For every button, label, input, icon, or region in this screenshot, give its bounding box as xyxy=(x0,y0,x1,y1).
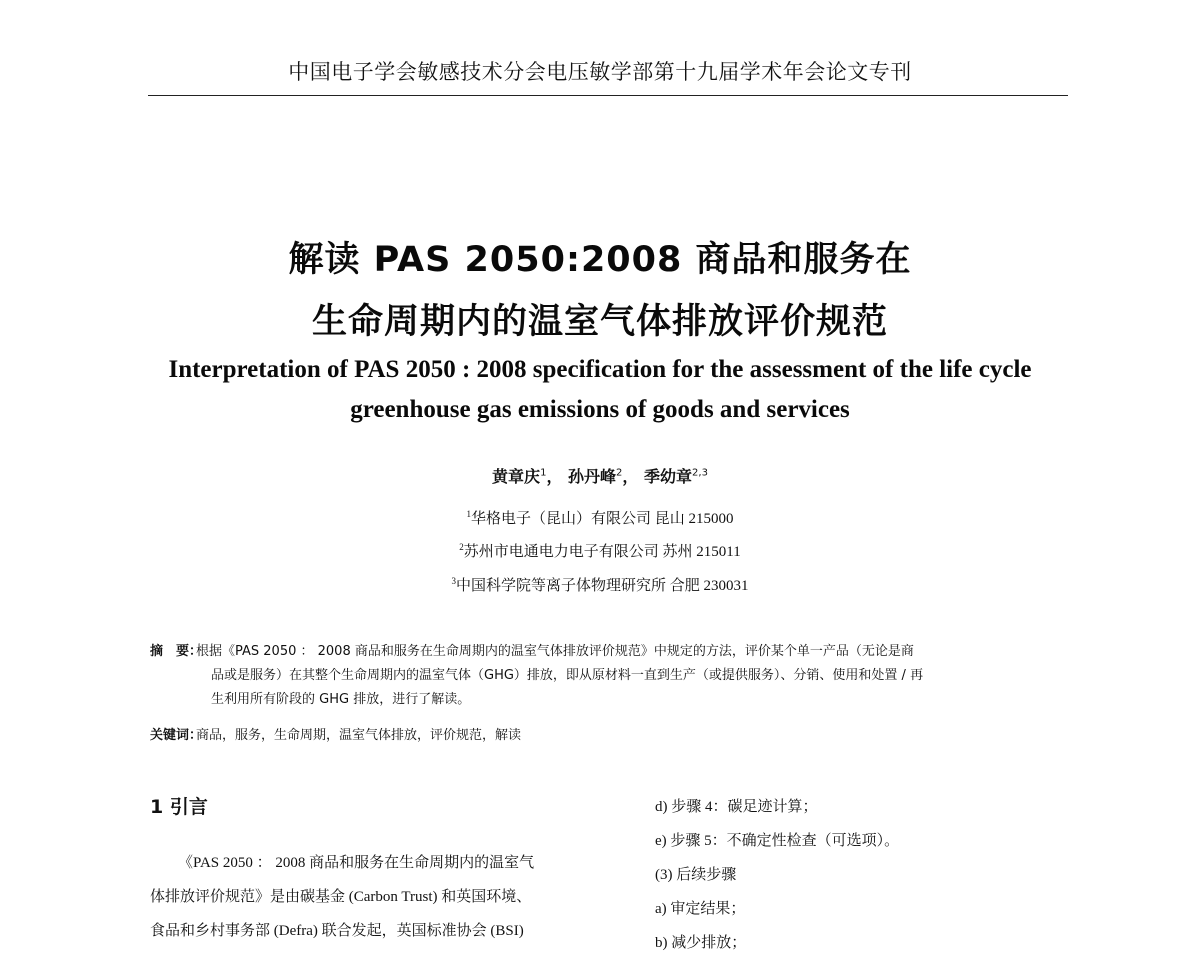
affiliation-text: 苏州市电通电力电子有限公司 苏州 215011 xyxy=(463,544,741,560)
list-item: d) 步骤 4：碳足迹计算； xyxy=(655,799,818,815)
paragraph-line: 食品和乡村事务部 (Defra) 联合发起，英国标准协会 (BSI) xyxy=(150,923,524,939)
section-heading: 1 引言 xyxy=(150,796,208,818)
right-column xyxy=(655,790,1075,960)
affiliation-3 xyxy=(0,574,1200,595)
left-column xyxy=(150,846,610,948)
abstract-body xyxy=(196,640,1076,712)
abstract-line: 品或是服务）在其整个生命周期内的温室气体（GHG）排放，即从原材料一直到生产（或提供服务）、分销、使用和处置 / 再 xyxy=(211,668,924,683)
title-chinese-line-2: 生命周期内的温室气体排放评价规范 xyxy=(311,302,888,342)
list-item: e) 步骤 5：不确定性检查（可选项）。 xyxy=(655,833,900,849)
title-english-line-2: greenhouse gas emissions of goods and services xyxy=(350,396,850,423)
list-item: b) 减少排放； xyxy=(655,935,747,951)
abstract-label: 摘 要： xyxy=(150,644,203,659)
header-rule xyxy=(148,95,1068,96)
keywords-text: 商品，服务，生命周期，温室气体排放，评价规范，解读 xyxy=(196,728,522,743)
affiliation-mark: 2 xyxy=(459,542,464,552)
author-name: 孙丹峰 xyxy=(568,467,617,486)
abstract-line: 根据《PAS 2050 ： 2008 商品和服务在生命周期内的温室气体排放评价规范》中规定的方法，评价某个单一产品（无论是商 xyxy=(196,644,914,659)
paragraph-line: 《PAS 2050 ： 2008 商品和服务在生命周期内的温室气 xyxy=(178,855,535,871)
author-name: 季幼章 xyxy=(644,467,693,486)
title-english-line-1: Interpretation of PAS 2050 : 2008 specification for the assessment of the life cycle xyxy=(168,356,1032,383)
keywords-label: 关键词： xyxy=(150,728,203,743)
author-affiliation-mark: 2,3 xyxy=(692,467,708,479)
affiliation-mark: 3 xyxy=(451,576,456,586)
author-separator: ， xyxy=(546,467,563,486)
title-chinese-line-1: 解读 PAS 2050:2008 商品和服务在 xyxy=(288,240,912,280)
affiliation-1 xyxy=(0,507,1200,528)
list-item: a) 审定结果； xyxy=(655,901,746,917)
author-name: 黄章庆 xyxy=(492,467,541,486)
paragraph-line: 体排放评价规范》是由碳基金 (Carbon Trust) 和英国环境、 xyxy=(150,889,532,905)
author-separator: ， xyxy=(622,467,639,486)
affiliation-mark: 1 xyxy=(466,509,471,519)
list-item: (3) 后续步骤 xyxy=(655,867,737,883)
affiliation-text: 华格电子（昆山）有限公司 昆山 215000 xyxy=(470,511,734,527)
abstract-line: 生利用所有阶段的 GHG 排放，进行了解读。 xyxy=(211,692,471,707)
running-header: 中国电子学会敏感技术分会电压敏学部第十九届学术年会论文专刊 xyxy=(288,60,912,84)
author-affiliation-mark: 1 xyxy=(540,467,547,479)
affiliation-text: 中国科学院等离子体物理研究所 合肥 230031 xyxy=(455,578,749,594)
author-list xyxy=(0,464,1200,487)
author-affiliation-mark: 2 xyxy=(616,467,623,479)
affiliation-2 xyxy=(0,540,1200,561)
